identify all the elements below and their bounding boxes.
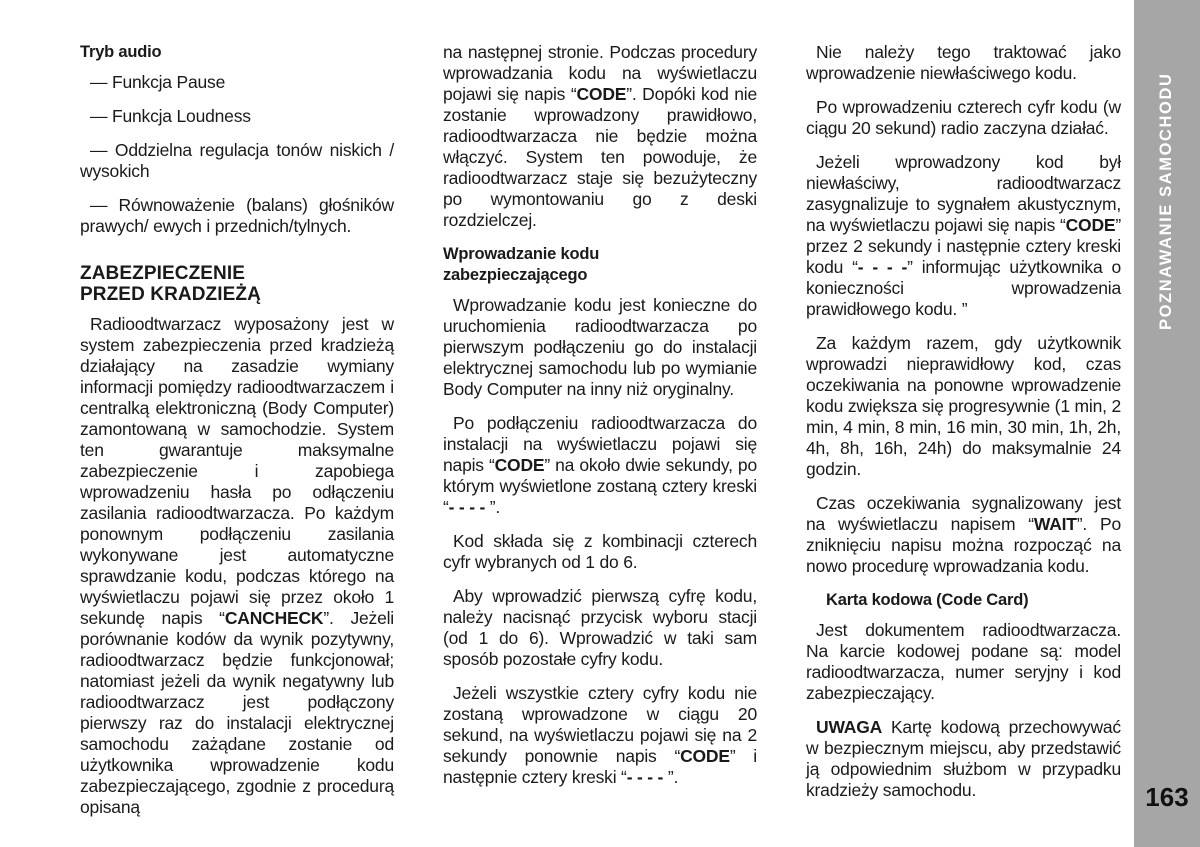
paragraph-after-connecting: Po podłączeniu radioodtwarzacza do instalacji na wyświetlaczu pojawi się napis “CODE” na około dwie sekundy, po którym wyświetlone zostaną cztery kreski “- - - - ”. (443, 413, 757, 517)
display-dashes: - - - - (626, 767, 664, 787)
paragraph-radio-works: Po wprowadzeniu czterech cyfr kodu (w ciągu 20 sekund) radio zaczyna działać. (806, 97, 1121, 138)
display-message-code: CODE (494, 455, 545, 475)
display-message-cancheck: CANCHECK (224, 608, 324, 628)
text-column-2 (443, 42, 757, 801)
list-item: — Funkcja Pause (90, 72, 226, 92)
paragraph-wrong-code: Jeżeli wprowadzony kod był niewłaściwy, radioodtwarzacz zasygnalizuje to sygnałem akustycznym, na wyświetlaczu pojawi się napis “CODE” przez 2 sekundy i następnie cztery kreski kodu “- - - -” informując użytkownika o konieczności wprowadzenia prawidłowego kodu. ” (806, 152, 1121, 319)
list-item: — Funkcja Loudness (90, 106, 251, 126)
display-message-wait: WAIT (1033, 514, 1077, 534)
paragraph-timeout: Jeżeli wszystkie cztery cyfry kodu nie zostaną wprowadzone w ciągu 20 sekund, na wyświetlaczu pojawi się na 2 sekundy ponownie napis “CODE” i następnie cztery kreski “- - - - ”. (443, 683, 757, 787)
heading-code-card: Karta kodowa (Code Card) (826, 591, 1029, 609)
paragraph-wait-display: Czas oczekiwania sygnalizowany jest na wyświetlaczu napisem “WAIT”. Po zniknięciu napisu można rozpocząć na nowo procedurę wprowadzania kodu. (806, 493, 1121, 576)
display-message-code: CODE (1065, 215, 1116, 235)
warning-label: UWAGA (816, 717, 883, 737)
paragraph-anti-theft: Radioodtwarzacz wyposażony jest w system zabezpieczenia przed kradzieżą działający na zasadzie wymiany informacji pomiędzy radioodtwarzaczem i centralką elektroniczną (Body Computer) zamontowaną w samochodzie. System ten gwarantuje maksymalne zabezpieczenie i zapobiega wprowadzeniu hasła po odłączeniu zasilania radioodtwarzacza. Po każdym ponownym podłączeniu zasilania wykonywane jest automatyczne sprawdzanie kodu, podczas którego na wyświetlaczu pojawi się przez około 1 sekundę napis “CANCHECK”. Jeżeli porównanie kodów da wynik pozytywny, radioodtwarzacz będzie funkcjonował; natomiast jeżeli da wynik negatywny lub radioodtwarzacz jest podłączony pierwszy raz do instalacji elektrycznej samochodu zażądane zostanie od użytkownika wprowadzenie kodu zabezpieczającego, zgodnie z procedurą opisaną (80, 314, 394, 817)
paragraph-code-card: Jest dokumentem radioodtwarzacza. Na karcie kodowej podane są: model radioodtwarzacza, numer seryjny i kod zabezpieczający. (806, 620, 1121, 703)
paragraph-enter-first-digit: Aby wprowadzić pierwszą cyfrę kodu, należy nacisnąć przycisk wyboru stacji (od 1 do 6). Wprowadzić w taki sam sposób pozostałe cyfry kodu. (443, 586, 757, 669)
paragraph-continued: na następnej stronie. Podczas procedury wprowadzania kodu na wyświetlaczu pojawi się napis “CODE”. Dopóki kod nie zostanie wprowadzony prawidłowo, radioodtwarzacza nie będzie można włączyć. System ten powoduje, że radioodtwarzacz staje się bezużyteczny po wymontowaniu go z deski rozdzielczej. (443, 42, 757, 230)
paragraph-warning: UWAGA Kartę kodową przechowywać w bezpiecznym miejscu, aby przedstawić ją odpowiednim służbom w przypadku kradzieży samochodu. (806, 717, 1121, 800)
text-column-1 (80, 42, 394, 831)
section-title: POZNAWANIE SAMOCHODU (1157, 72, 1175, 330)
heading-code-entry: Wprowadzanie kodu zabezpieczającego (443, 245, 600, 284)
paragraph-not-wrong-code: Nie należy tego traktować jako wprowadzenie niewłaściwego kodu. (806, 42, 1121, 83)
list-item: — Równoważenie (balans) głośników prawych/ ewych i przednich/tylnych. (80, 195, 394, 236)
paragraph-code-required: Wprowadzanie kodu jest konieczne do uruchomienia radioodtwarzacza po pierwszym podłączeniu go do instalacji elektrycznej samochodu lub po wymianie Body Computer na inny niż oryginalny. (443, 295, 757, 399)
list-item: — Oddzielna regulacja tonów niskich / wysokich (80, 140, 394, 181)
paragraph-wait-times: Za każdym razem, gdy użytkownik wprowadzi nieprawidłowy kod, czas oczekiwania na ponowne wprowadzenie kodu zwiększa się progresywnie (1 min, 2 min, 4 min, 8 min, 16 min, 30 min, 1h, 2h, 4h, 8h, 16h, 24h) do maksymalnie 24 godzin. (806, 333, 1121, 479)
section-title-vertical (1134, 40, 1200, 340)
page-number: 163 (1145, 782, 1189, 812)
heading-anti-theft-line1: ZABEZPIECZENIE (80, 263, 246, 284)
paragraph-code-composition: Kod składa się z kombinacji czterech cyfr wybranych od 1 do 6. (443, 531, 757, 572)
heading-audio-mode: Tryb audio (80, 43, 162, 61)
heading-anti-theft (80, 263, 394, 305)
display-dashes: - - - - (448, 497, 486, 517)
heading-anti-theft-line2: PRZED KRADZIEŻĄ (80, 284, 261, 305)
display-message-code: CODE (576, 84, 627, 104)
display-dashes: - - - - (857, 257, 908, 277)
text-column-3 (806, 42, 1121, 814)
display-message-code: CODE (680, 746, 730, 766)
